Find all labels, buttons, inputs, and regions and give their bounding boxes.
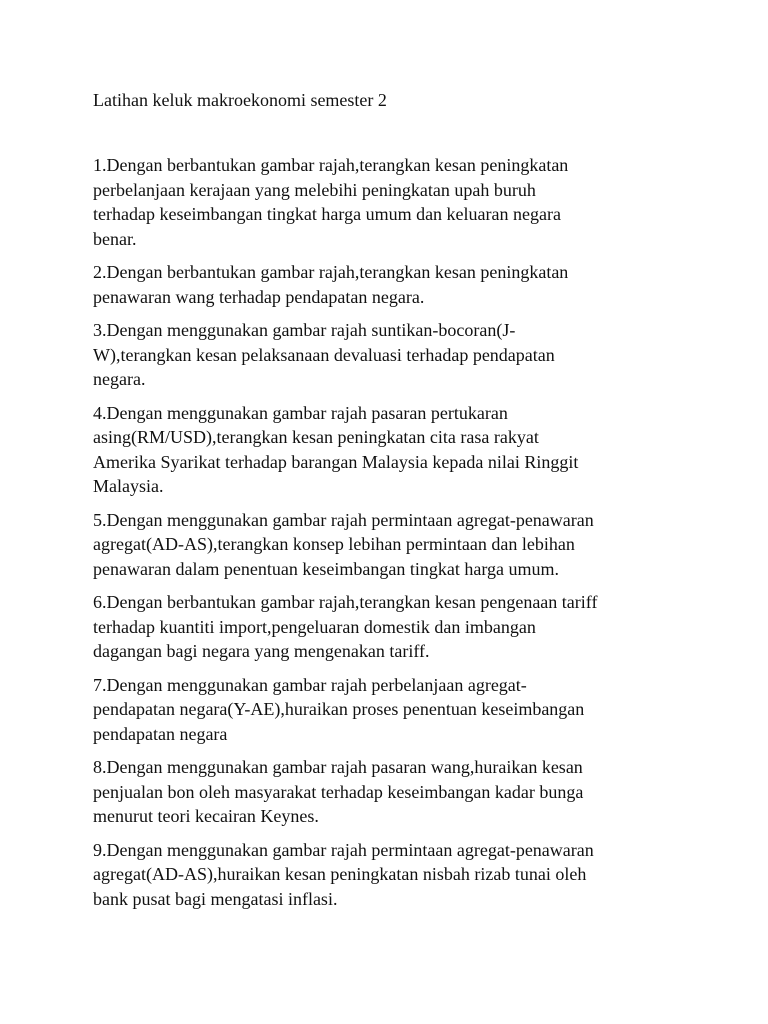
question-line: agregat(AD-AS),huraikan kesan peningkatan nisbah rizab tunai oleh (93, 864, 587, 884)
question-6 (93, 590, 683, 664)
question-line: penawaran wang terhadap pendapatan negara. (93, 286, 425, 307)
question-line: 1.Dengan berbantukan gambar rajah,terangkan kesan peningkatan (93, 155, 569, 175)
question-line: dagangan bagi negara yang mengenakan tariff. (93, 641, 430, 661)
question-line: 3.Dengan menggunakan gambar rajah suntikan-bocoran(J- (93, 320, 516, 340)
question-line: Amerika Syarikat terhadap barangan Malaysia kepada nilai Ringgit (93, 451, 579, 472)
question-line: terhadap keseimbangan tingkat harga umum dan keluaran negara (93, 204, 561, 224)
question-line: agregat(AD-AS),terangkan konsep lebihan permintaan dan lebihan (93, 534, 575, 554)
question-line: W),terangkan kesan pelaksanaan devaluasi terhadap pendapatan (93, 344, 555, 365)
question-line: bank pusat bagi mengatasi inflasi. (93, 888, 338, 909)
question-line: negara. (93, 369, 146, 389)
question-line: terhadap kuantiti import,pengeluaran domestik dan imbangan (93, 616, 536, 637)
question-line: 4.Dengan menggunakan gambar rajah pasaran pertukaran (93, 402, 508, 423)
question-line: 2.Dengan berbantukan gambar rajah,terangkan kesan peningkatan (93, 262, 569, 282)
question-line: penjualan bon oleh masyarakat terhadap keseimbangan kadar bunga (93, 781, 584, 802)
question-line: perbelanjaan kerajaan yang melebihi peningkatan upah buruh (93, 179, 536, 200)
question-8 (93, 755, 683, 829)
document-title: Latihan keluk makroekonomi semester 2 (93, 90, 387, 110)
question-line: pendapatan negara (93, 723, 228, 744)
question-9 (93, 838, 683, 912)
question-line: pendapatan negara(Y-AE),huraikan proses penentuan keseimbangan (93, 699, 585, 719)
question-line: Malaysia. (93, 476, 164, 496)
question-4 (93, 401, 683, 499)
question-line: menurut teori kecairan Keynes. (93, 806, 319, 826)
question-5 (93, 508, 683, 582)
question-line: penawaran dalam penentuan keseimbangan tingkat harga umum. (93, 558, 560, 579)
question-7 (93, 673, 683, 747)
question-line: 5.Dengan menggunakan gambar rajah permintaan agregat-penawaran (93, 509, 594, 530)
question-line: 9.Dengan menggunakan gambar rajah permintaan agregat-penawaran (93, 839, 594, 860)
question-3 (93, 318, 683, 392)
question-line: 6.Dengan berbantukan gambar rajah,terangkan kesan pengenaan tariff (93, 592, 598, 612)
document-page (93, 88, 683, 920)
question-1 (93, 153, 683, 251)
question-line: 8.Dengan menggunakan gambar rajah pasaran wang,huraikan kesan (93, 757, 583, 777)
question-line: benar. (93, 228, 137, 249)
question-2 (93, 260, 683, 309)
question-line: 7.Dengan menggunakan gambar rajah perbelanjaan agregat- (93, 674, 527, 695)
question-line: asing(RM/USD),terangkan kesan peningkatan cita rasa rakyat (93, 427, 539, 447)
